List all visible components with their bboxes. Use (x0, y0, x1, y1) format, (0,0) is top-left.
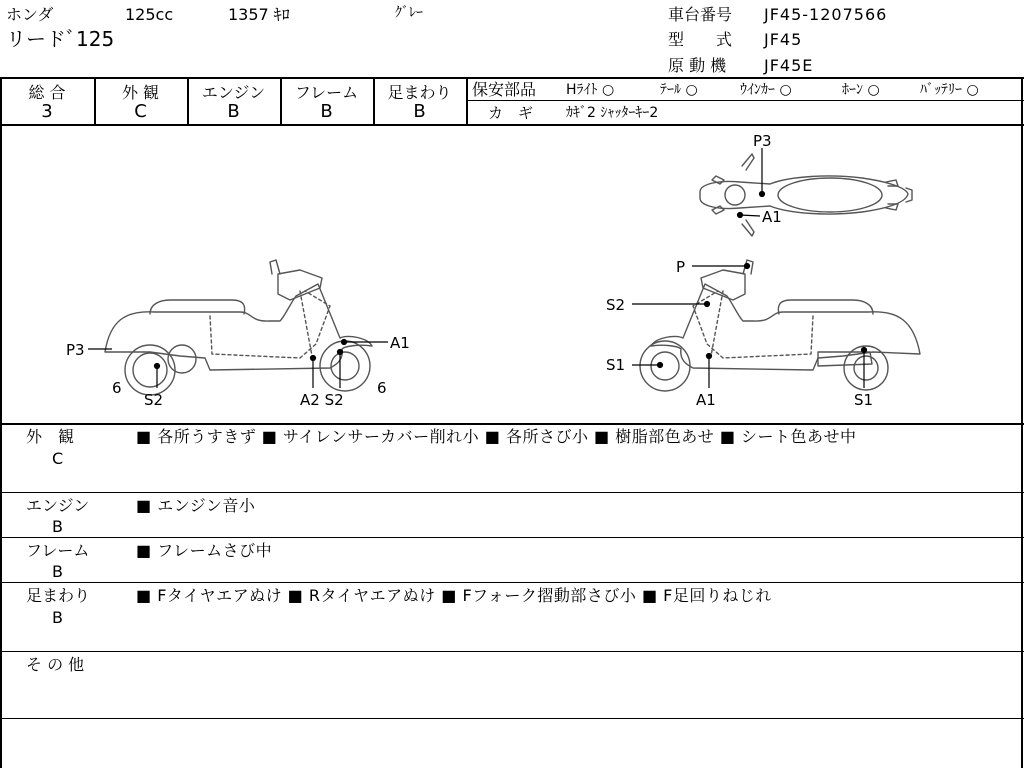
label-left-a1: A1 (390, 334, 410, 352)
grade-value-exterior: C (134, 101, 147, 122)
divider-safety (466, 100, 1024, 101)
section-exterior-label: 外 観 (26, 427, 75, 446)
label-left-6b: 6 (377, 379, 387, 397)
safety-item-headlight: Hﾗｲﾄ ○ (566, 82, 615, 98)
label-right-s2: S2 (606, 296, 626, 314)
scooter-right-side-icon (640, 260, 920, 391)
section-frame-grade: B (52, 562, 63, 581)
safety-label: 保安部品 (472, 80, 537, 99)
label-right-p: P (676, 258, 686, 276)
maker: ホンダ (6, 5, 54, 24)
section-other-label: そ の 他 (26, 655, 85, 674)
grade-label-exterior: 外 観 (121, 83, 160, 102)
section-suspension-grade: B (52, 608, 63, 627)
engine-value: JF45E (764, 56, 814, 75)
damage-diagram (0, 126, 1024, 422)
divider-sec2 (0, 537, 1024, 538)
model-name: リードﾞ125 (6, 27, 115, 51)
label-top-a1: A1 (762, 208, 782, 226)
safety-item-horn: ﾎｰﾝ ○ (842, 82, 880, 98)
label-right-s1a: S1 (606, 356, 626, 374)
divider-diagram (0, 423, 1024, 425)
type-value: JF45 (764, 30, 803, 49)
label-right-a1: A1 (696, 391, 716, 409)
section-engine-label: エンジン (26, 496, 90, 515)
type-label: 型 式 (668, 30, 733, 49)
section-frame-text: ■ フレームさび中 (136, 541, 273, 560)
divider-sec1 (0, 492, 1024, 493)
key-label: カ ギ (488, 104, 534, 122)
divider-header (0, 77, 1024, 79)
section-exterior-grade: C (52, 449, 64, 468)
section-suspension-label: 足まわり (26, 586, 91, 605)
frame-no-label: 車台番号 (668, 5, 733, 24)
section-suspension-text: ■ Fタイヤエアぬけ ■ Rタイヤエアぬけ ■ Fフォーク摺動部さび小 ■ F足回りねじれ (136, 586, 772, 605)
grade-label-overall: 総 合 (28, 83, 66, 102)
grade-value-overall: 3 (41, 101, 53, 122)
grade-label-suspension: 足まわり (387, 83, 452, 102)
label-left-6a: 6 (112, 379, 122, 397)
displacement: 125cc (125, 5, 174, 24)
label-left-a2-s2: A2 S2 (300, 391, 344, 409)
scooter-top-view-icon (700, 154, 912, 236)
safety-item-winker: ｳｲﾝｶｰ ○ (740, 82, 792, 98)
section-engine-grade: B (52, 517, 63, 536)
frame-no: JF45-1207566 (764, 5, 888, 24)
label-right-s1b: S1 (854, 391, 874, 409)
section-frame-label: フレーム (26, 541, 90, 560)
engine-label: 原 動 機 (668, 56, 727, 75)
color: ｸﾞﾚｰ (395, 5, 423, 21)
section-engine-text: ■ エンジン音小 (136, 496, 256, 515)
label-left-p3: P3 (66, 341, 85, 359)
label-left-s2: S2 (144, 391, 164, 409)
grade-value-frame: B (320, 101, 333, 122)
divider-sec4 (0, 651, 1024, 652)
divider-sec3 (0, 582, 1024, 583)
safety-item-tail: ﾃｰﾙ ○ (660, 82, 698, 98)
grade-label-frame: フレーム (294, 83, 359, 102)
grade-sep-5 (466, 77, 468, 125)
divider-sec5 (0, 718, 1024, 719)
label-top-p3: P3 (753, 132, 772, 150)
grade-value-engine: B (227, 101, 240, 122)
mileage: 1357 ｷﾛ (228, 5, 290, 24)
section-exterior-text: ■ 各所うすきず ■ サイレンサーカバー削れ小 ■ 各所さび小 ■ 樹脂部色あせ ■ シート色あせ中 (136, 427, 857, 446)
grade-label-engine: エンジン (201, 83, 266, 102)
grade-value-suspension: B (413, 101, 426, 122)
safety-item-battery: ﾊﾞｯﾃﾘｰ ○ (920, 82, 979, 98)
scooter-left-side-icon (105, 260, 372, 395)
key-value: ｶｷﾞ2 ｼｬｯﾀｰｷｰ2 (566, 105, 659, 121)
